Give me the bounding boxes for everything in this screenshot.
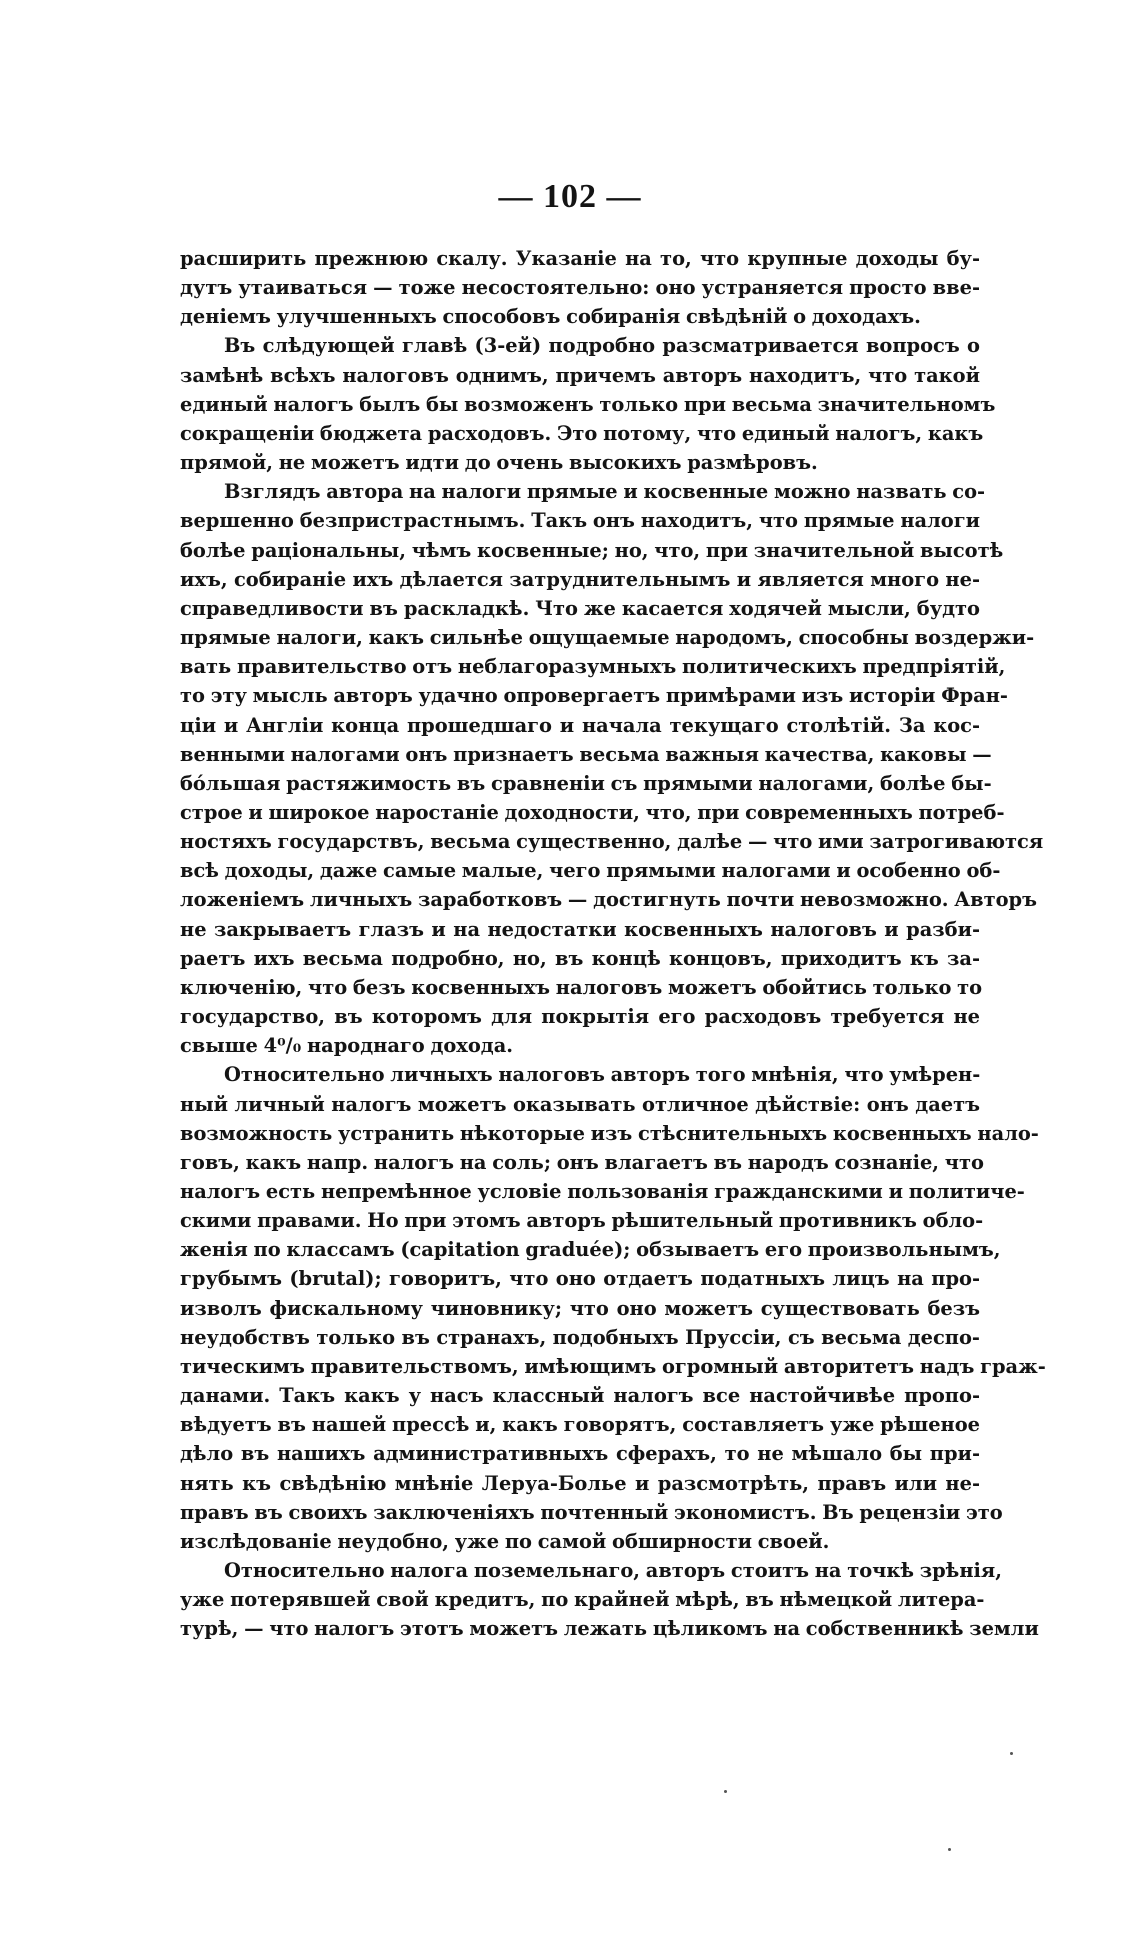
text-line: скими правами. Но при этомъ авторъ рѣшительный противникъ обло- [180, 1209, 984, 1233]
text-line: ностяхъ государствъ, весьма существенно, далѣе — что ими затрогиваются [180, 830, 1044, 854]
text-line: Относительно личныхъ налоговъ авторъ того мнѣнія, что умѣрен- [224, 1063, 981, 1087]
text-line: ложеніемъ личныхъ заработковъ — достигнуть почти невозможно. Авторъ [180, 888, 1037, 912]
text-line: ключенію, что безъ косвенныхъ налоговъ можетъ обойтись только то [180, 975, 983, 999]
text-line: государство, въ которомъ для покрытія его расходовъ требуется не [180, 1005, 980, 1029]
text-line: ціи и Англіи конца прошедшаго и начала текущаго столѣтій. За кос- [180, 713, 980, 737]
text-line: возможность устранить нѣкоторые изъ стѣснительныхъ косвенныхъ нало- [180, 1121, 1039, 1145]
text-line: дутъ утаиваться — тоже несостоятельно: оно устраняется просто вве- [180, 276, 980, 300]
text-line: Взглядъ автора на налоги прямые и косвенные можно назвать со- [224, 480, 986, 504]
text-line: изслѣдованіе неудобно, уже по самой обширности своей. [180, 1529, 830, 1553]
paragraph-2 [180, 331, 996, 477]
text-line: Въ слѣдующей главѣ (3-ей) подробно разсматривается вопросъ о [224, 334, 980, 358]
text-line: вать правительство отъ неблагоразумныхъ политическихъ предпріятій, [180, 655, 1006, 679]
paragraph-1 [180, 244, 980, 331]
text-line: дѣло въ нашихъ административныхъ сферахъ, то не мѣшало бы при- [180, 1442, 980, 1466]
scan-speck [724, 1790, 727, 1793]
text-line: всѣ доходы, даже самые малые, чего прямыми налогами и особенно об- [180, 859, 1001, 883]
text-line: вѣдуетъ въ нашей прессѣ и, какъ говорятъ, составляетъ уже рѣшеное [180, 1413, 980, 1437]
text-line: свыше 4⁰/₀ народнаго дохода. [180, 1034, 514, 1058]
text-line: прямой, не можетъ идти до очень высокихъ размѣровъ. [180, 451, 818, 475]
paragraph-3 [180, 477, 1044, 1060]
text-line: единый налогъ былъ бы возможенъ только при весьма значительномъ [180, 392, 996, 416]
text-line: неудобствъ только въ странахъ, подобныхъ Пруссіи, съ весьма деспо- [180, 1325, 980, 1349]
text-line: расширить прежнюю скалу. Указаніе на то, что крупные доходы бу- [180, 247, 980, 270]
body-text [180, 244, 1046, 1644]
text-line: справедливости въ раскладкѣ. Что же касается ходячей мысли, будто [180, 596, 980, 620]
text-line: нять къ свѣдѣнію мнѣніе Леруа-Болье и разсмотрѣть, правъ или не- [180, 1471, 980, 1495]
text-line: тическимъ правительствомъ, имѣющимъ огромный авторитетъ надъ граж- [180, 1354, 1046, 1378]
text-line: замѣнѣ всѣхъ налоговъ однимъ, причемъ авторъ находитъ, что такой [180, 363, 980, 387]
scan-speck [1010, 1752, 1013, 1755]
text-line: вершенно безпристрастнымъ. Такъ онъ находитъ, что прямые налоги [180, 509, 980, 533]
page-number: — 102 — [498, 178, 642, 215]
text-line: уже потерявшей свой кредитъ, по крайней мѣрѣ, въ нѣмецкой литера- [180, 1588, 985, 1612]
text-line: бо́льшая растяжимость въ сравненіи съ прямыми налогами, болѣе бы- [180, 771, 992, 795]
text-line: то эту мысль авторъ удачно опровергаетъ примѣрами изъ исторіи Фран- [180, 684, 1008, 708]
text-line: изволъ фискальному чиновнику; что оно можетъ существовать безъ [180, 1296, 980, 1320]
text-line: данами. Такъ какъ у насъ классный налогъ все настойчивѣе пропо- [180, 1384, 980, 1408]
paragraph-4 [180, 1060, 1046, 1556]
text-line: говъ, какъ напр. налогъ на соль; онъ влагаетъ въ народъ сознаніе, что [180, 1150, 984, 1174]
text-line: ный личный налогъ можетъ оказывать отличное дѣйствіе: онъ даетъ [180, 1092, 980, 1116]
text-line: болѣе раціональны, чѣмъ косвенные; но, что, при значительной высотѣ [180, 538, 1004, 562]
paragraph-5 [180, 1556, 1039, 1643]
text-line: правъ въ своихъ заключеніяхъ почтенный экономистъ. Въ рецензіи это [180, 1500, 1003, 1524]
text-line: сокращеніи бюджета расходовъ. Это потому, что единый налогъ, какъ [180, 421, 984, 445]
text-line: ихъ, собираніе ихъ дѣлается затруднительнымъ и является много не- [180, 567, 980, 591]
text-line: Относительно налога поземельнаго, авторъ стоитъ на точкѣ зрѣнія, [224, 1559, 1002, 1583]
text-line: женія по классамъ (capitation graduée); обзываетъ его произвольнымъ, [180, 1238, 1001, 1262]
text-line: деніемъ улучшенныхъ способовъ собиранія свѣдѣній о доходахъ. [180, 305, 921, 329]
text-line: турѣ, — что налогъ этотъ можетъ лежать цѣликомъ на собственникѣ земли [180, 1617, 1039, 1641]
text-line: прямые налоги, какъ сильнѣе ощущаемые народомъ, способны воздержи- [180, 626, 1035, 650]
text-line: раетъ ихъ весьма подробно, но, въ концѣ концовъ, приходитъ къ за- [180, 946, 980, 970]
text-line: строе и широкое наростаніе доходности, что, при современныхъ потреб- [180, 800, 1005, 824]
text-line: не закрываетъ глазъ и на недостатки косвенныхъ налоговъ и разби- [180, 917, 980, 941]
scan-speck [948, 1848, 951, 1851]
text-line: венными налогами онъ признаетъ весьма важныя качества, каковы — [180, 742, 992, 766]
text-line: грубымъ (brutal); говоритъ, что оно отдаетъ податныхъ лицъ на про- [180, 1267, 980, 1291]
text-line: налогъ есть непремѣнное условіе пользованія гражданскими и политиче- [180, 1180, 1025, 1203]
